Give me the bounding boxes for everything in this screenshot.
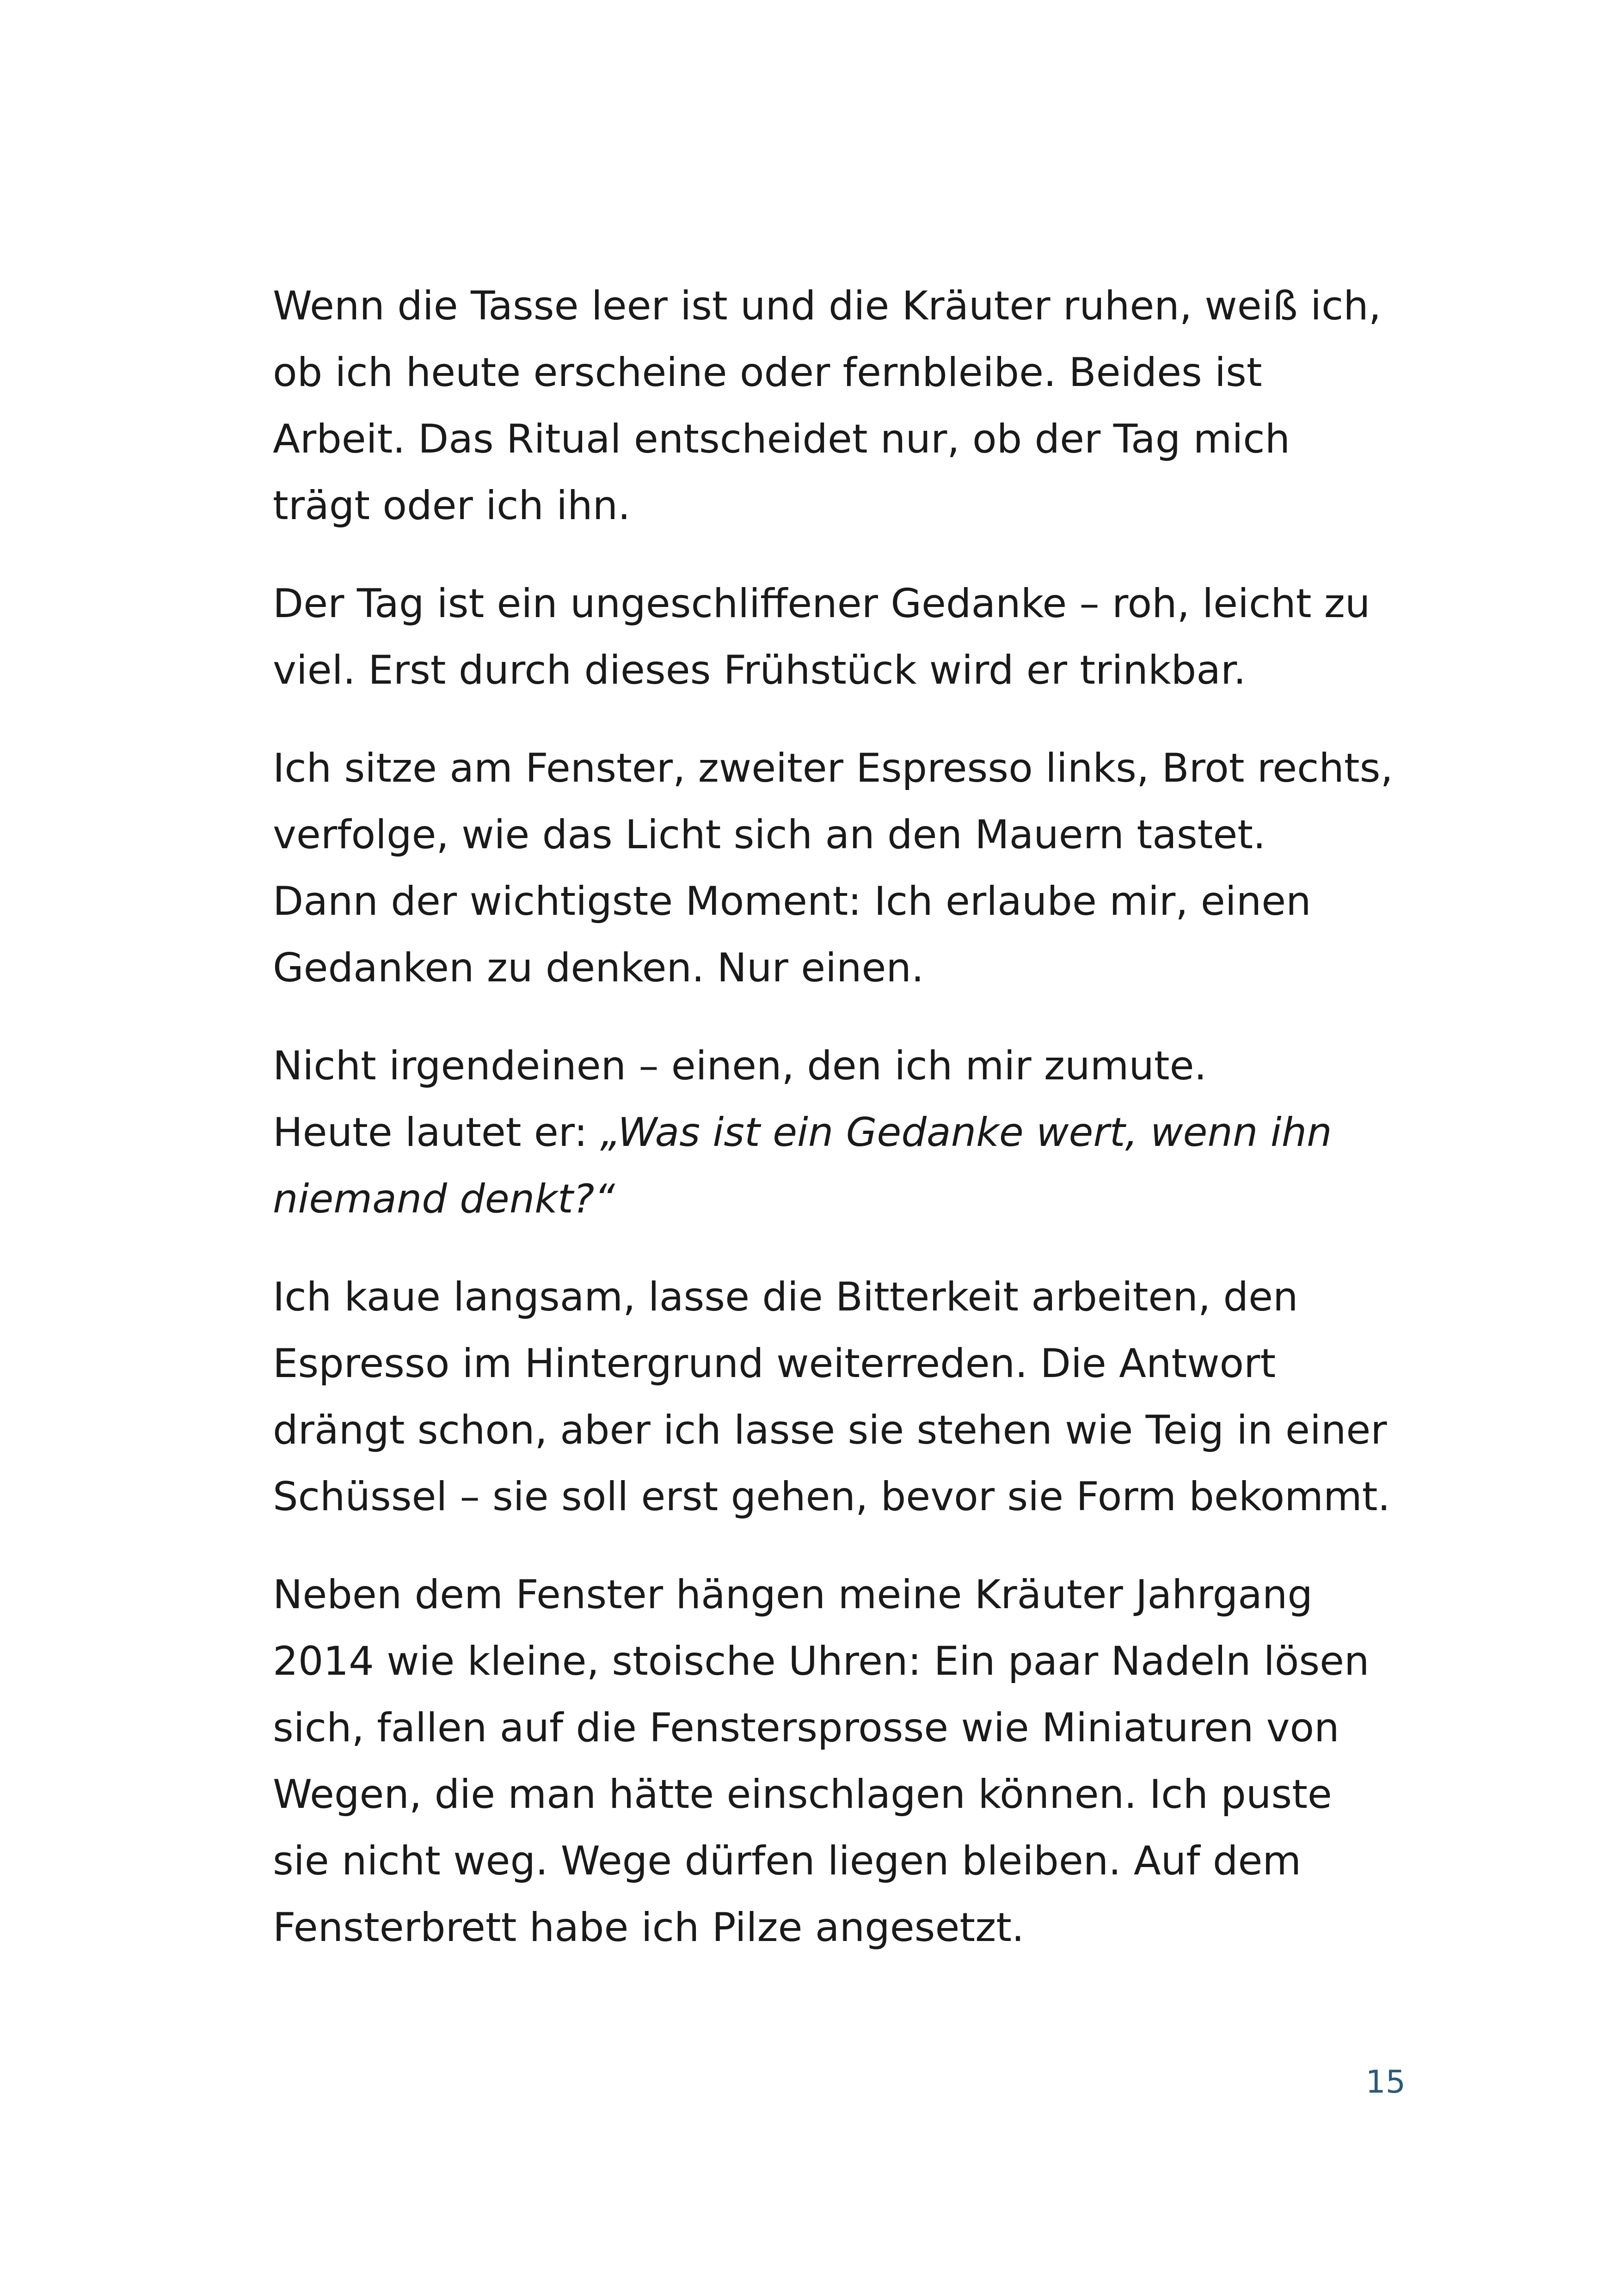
italic-quote: „Was ist ein Gedanke wert, wenn ihn — [600, 1109, 1332, 1156]
text-line: Gedanken zu denken. Nur einen. — [273, 945, 924, 991]
text-line: Wegen, die man hätte einschlagen können. Ich puste — [273, 1771, 1332, 1818]
text-line: sie nicht weg. Wege dürfen liegen bleiben. Auf dem — [273, 1838, 1302, 1884]
text-line-with-quote — [273, 1099, 1429, 1166]
italic-quote: niemand denkt?“ — [273, 1176, 615, 1222]
quote-intro: Heute lautet er: — [273, 1109, 600, 1156]
paragraph-2 — [273, 570, 1429, 704]
paragraph-5 — [273, 1264, 1429, 1530]
text-line: trägt oder ich ihn. — [273, 483, 631, 529]
text-line: drängt schon, aber ich lasse sie stehen wie Teig in einer — [273, 1407, 1387, 1453]
text-line: Wenn die Tasse leer ist und die Kräuter ruhen, weiß ich, — [273, 283, 1382, 329]
page-number: 15 — [1365, 2064, 1406, 2100]
text-line: Dann der wichtigste Moment: Ich erlaube mir, einen — [273, 878, 1311, 925]
paragraph-3 — [273, 735, 1429, 1001]
text-line: 2014 wie kleine, stoische Uhren: Ein paar Nadeln lösen — [273, 1638, 1370, 1684]
text-line: Espresso im Hintergrund weiterreden. Die Antwort — [273, 1341, 1276, 1387]
text-line: sich, fallen auf die Fenstersprosse wie Miniaturen von — [273, 1705, 1339, 1751]
text-line: Neben dem Fenster hängen meine Kräuter Jahrgang — [273, 1572, 1313, 1618]
paragraph-1 — [273, 273, 1429, 539]
paragraph-4 — [273, 1033, 1429, 1232]
text-line: Der Tag ist ein ungeschliffener Gedanke – roh, leicht zu — [273, 581, 1370, 627]
text-line: Nicht irgendeinen – einen, den ich mir zumute. — [273, 1043, 1207, 1089]
text-line: Schüssel – sie soll erst gehen, bevor sie Form bekommt. — [273, 1474, 1390, 1520]
text-line: Arbeit. Das Ritual entscheidet nur, ob der Tag mich — [273, 416, 1290, 462]
text-line: verfolge, wie das Licht sich an den Mauern tastet. — [273, 812, 1266, 858]
text-line: ob ich heute erscheine oder fernbleibe. Beides ist — [273, 349, 1262, 396]
paragraph-6 — [273, 1561, 1429, 1961]
text-line: Ich kaue langsam, lasse die Bitterkeit arbeiten, den — [273, 1274, 1298, 1320]
text-line: Ich sitze am Fenster, zweiter Espresso links, Brot rechts, — [273, 745, 1393, 791]
body-text — [273, 273, 1429, 1992]
text-line: Fensterbrett habe ich Pilze angesetzt. — [273, 1904, 1025, 1951]
text-line: viel. Erst durch dieses Frühstück wird er trinkbar. — [273, 647, 1246, 693]
